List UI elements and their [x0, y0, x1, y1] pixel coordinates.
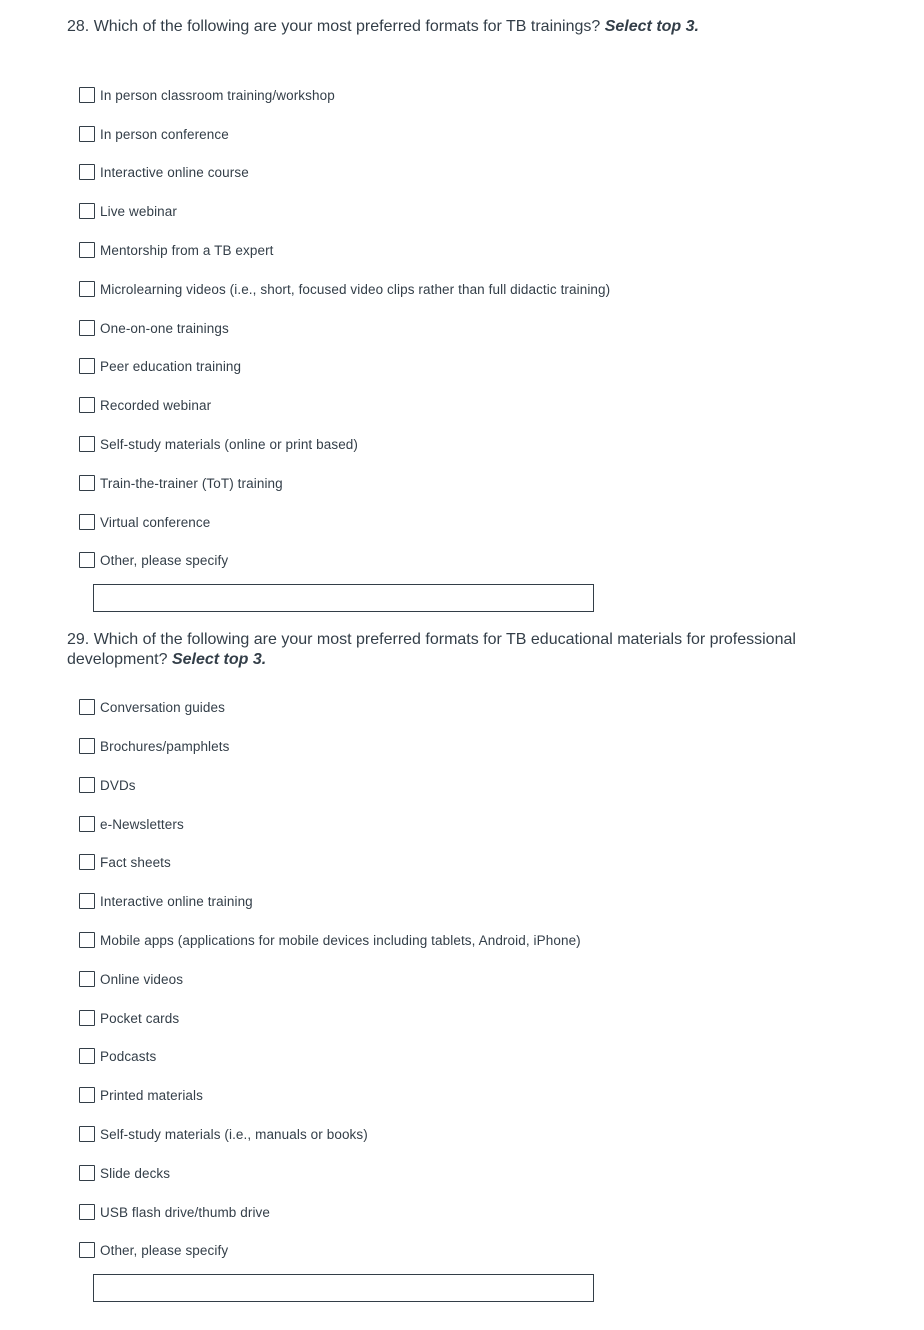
option-label: Podcasts [100, 1048, 157, 1064]
option-label: In person classroom training/workshop [100, 87, 335, 103]
q29-other-specify-input[interactable] [93, 1274, 594, 1302]
checkbox[interactable] [79, 1165, 95, 1181]
q29-option[interactable] [79, 969, 183, 989]
question-29-text-line1: 29. Which of the following are your most preferred formats for TB educational materials for professional [67, 631, 796, 648]
checkbox[interactable] [79, 854, 95, 870]
option-label: Recorded webinar [100, 397, 212, 413]
option-label: e-Newsletters [100, 816, 184, 832]
q29-option[interactable] [79, 1046, 156, 1066]
checkbox[interactable] [79, 87, 95, 103]
checkbox[interactable] [79, 893, 95, 909]
q28-option[interactable] [79, 473, 283, 493]
checkbox[interactable] [79, 699, 95, 715]
checkbox[interactable] [79, 397, 95, 413]
q28-option[interactable] [79, 240, 274, 260]
q28-option[interactable] [79, 124, 229, 144]
q29-option[interactable] [79, 1124, 368, 1144]
question-29-instruction: Select top 3. [171, 651, 267, 668]
option-label: Self-study materials (online or print based) [100, 436, 359, 452]
checkbox[interactable] [79, 1048, 95, 1064]
checkbox[interactable] [79, 281, 95, 297]
checkbox[interactable] [79, 1242, 95, 1258]
q29-option[interactable] [79, 1085, 203, 1105]
q29-option[interactable] [79, 1008, 179, 1028]
option-label: Interactive online training [100, 893, 253, 909]
checkbox[interactable] [79, 126, 95, 142]
q28-option[interactable] [79, 318, 229, 338]
q28-option-other[interactable] [79, 550, 228, 570]
option-label: Self-study materials (i.e., manuals or books) [100, 1126, 368, 1142]
checkbox[interactable] [79, 475, 95, 491]
checkbox[interactable] [79, 203, 95, 219]
option-label: Online videos [100, 971, 184, 987]
q28-option[interactable] [79, 356, 241, 376]
q29-option[interactable] [79, 697, 225, 717]
option-label: Other, please specify [100, 1242, 229, 1258]
option-label: Mentorship from a TB expert [100, 242, 274, 258]
checkbox[interactable] [79, 738, 95, 754]
option-label: Virtual conference [100, 514, 211, 530]
question-28 [67, 17, 827, 568]
checkbox[interactable] [79, 971, 95, 987]
checkbox[interactable] [79, 816, 95, 832]
question-28-text: 28. Which of the following are your most preferred formats for TB trainings? [67, 18, 601, 35]
q28-option[interactable] [79, 162, 249, 182]
q28-option[interactable] [79, 279, 610, 299]
question-28-instruction: Select top 3. [604, 18, 699, 35]
option-label: Microlearning videos (i.e., short, focused video clips rather than full didactic training) [100, 281, 611, 297]
q29-option[interactable] [79, 1163, 170, 1183]
option-label: Peer education training [100, 358, 242, 374]
option-label: DVDs [100, 777, 136, 793]
q29-option[interactable] [79, 852, 171, 872]
checkbox[interactable] [79, 436, 95, 452]
checkbox[interactable] [79, 777, 95, 793]
option-label: Conversation guides [100, 699, 225, 715]
q29-option[interactable] [79, 891, 253, 911]
option-label: Mobile apps (applications for mobile devices including tablets, Android, iPhone) [100, 932, 581, 948]
question-29-text-line2: development? [67, 651, 168, 668]
option-label: Printed materials [100, 1087, 203, 1103]
option-label: USB flash drive/thumb drive [100, 1204, 271, 1220]
checkbox[interactable] [79, 164, 95, 180]
option-label: Slide decks [100, 1165, 171, 1181]
question-29 [67, 630, 827, 1258]
q29-option[interactable] [79, 736, 229, 756]
checkbox[interactable] [79, 358, 95, 374]
option-label: In person conference [100, 126, 229, 142]
q28-other-specify-input[interactable] [93, 584, 594, 612]
checkbox[interactable] [79, 1087, 95, 1103]
question-29-title [67, 630, 827, 670]
checkbox[interactable] [79, 1204, 95, 1220]
q29-option[interactable] [79, 1202, 270, 1222]
q28-option[interactable] [79, 201, 177, 221]
option-label: Train-the-trainer (ToT) training [100, 475, 283, 491]
option-label: Interactive online course [100, 164, 249, 180]
question-28-title [67, 17, 827, 37]
checkbox[interactable] [79, 1126, 95, 1142]
checkbox[interactable] [79, 1010, 95, 1026]
q29-option-other[interactable] [79, 1240, 228, 1260]
checkbox[interactable] [79, 242, 95, 258]
checkbox[interactable] [79, 932, 95, 948]
option-label: Brochures/pamphlets [100, 738, 230, 754]
option-label: Other, please specify [100, 552, 229, 568]
checkbox[interactable] [79, 320, 95, 336]
option-label: Pocket cards [100, 1010, 180, 1026]
q29-option[interactable] [79, 775, 136, 795]
checkbox[interactable] [79, 552, 95, 568]
q28-option[interactable] [79, 85, 335, 105]
q28-option[interactable] [79, 395, 211, 415]
option-label: One-on-one trainings [100, 320, 229, 336]
q29-option[interactable] [79, 814, 184, 834]
q29-option[interactable] [79, 930, 581, 950]
option-label: Fact sheets [100, 854, 171, 870]
q28-option[interactable] [79, 434, 358, 454]
option-label: Live webinar [100, 203, 177, 219]
checkbox[interactable] [79, 514, 95, 530]
q28-option[interactable] [79, 512, 210, 532]
